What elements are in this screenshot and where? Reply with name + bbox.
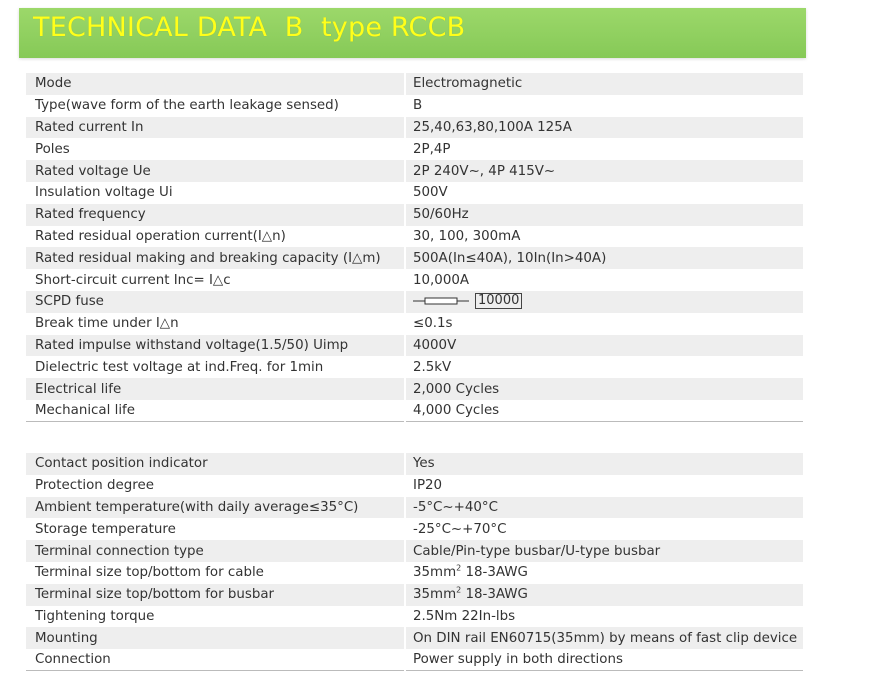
spec-label: Insulation voltage Ui xyxy=(26,182,405,204)
table-row xyxy=(26,335,803,357)
spec-value: 500V xyxy=(405,182,803,204)
spec-value: IP20 xyxy=(405,475,803,497)
spec-value: 2,000 Cycles xyxy=(405,378,803,400)
table-row xyxy=(26,562,803,584)
table-row xyxy=(26,540,803,562)
technical-data-table-electrical xyxy=(26,73,803,422)
spec-label: Rated residual operation current(I△n) xyxy=(26,226,405,248)
table-row xyxy=(26,247,803,269)
spec-label: Terminal size top/bottom for cable xyxy=(26,562,405,584)
table-row xyxy=(26,73,803,95)
table-row xyxy=(26,497,803,519)
size-value: 35mm xyxy=(413,587,457,603)
spec-value: -5°C~+40°C xyxy=(405,497,803,519)
fuse-rating: 10000 xyxy=(475,293,522,309)
table-row xyxy=(26,291,803,313)
table-row xyxy=(26,627,803,649)
spec-label: Electrical life xyxy=(26,378,405,400)
spec-label: Terminal size top/bottom for busbar xyxy=(26,584,405,606)
spec-value: 2P,4P xyxy=(405,138,803,160)
spec-label: Mounting xyxy=(26,627,405,649)
fuse-symbol-icon xyxy=(413,296,469,306)
spec-value: Power supply in both directions xyxy=(405,649,803,671)
spec-value: 2P 240V~, 4P 415V~ xyxy=(405,160,803,182)
spec-value: 4000V xyxy=(405,335,803,357)
table-row xyxy=(26,606,803,628)
spec-label: Tightening torque xyxy=(26,606,405,628)
spec-value: Electromagnetic xyxy=(405,73,803,95)
table-row xyxy=(26,400,803,422)
superscript: 2 xyxy=(456,585,462,595)
size-value: 35mm xyxy=(413,565,457,581)
spec-value: -25°C~+70°C xyxy=(405,518,803,540)
table-row xyxy=(26,226,803,248)
spec-label: Poles xyxy=(26,138,405,160)
table-row xyxy=(26,518,803,540)
spec-value xyxy=(405,291,803,313)
spec-label: Short-circuit current Inc= I△c xyxy=(26,269,405,291)
spec-label: Rated impulse withstand voltage(1.5/50) Uimp xyxy=(26,335,405,357)
spec-value: On DIN rail EN60715(35mm) by means of fast clip device xyxy=(405,627,803,649)
table-row xyxy=(26,138,803,160)
table-row xyxy=(26,204,803,226)
awg-value: 18-3AWG xyxy=(461,587,528,603)
spec-value: 10,000A xyxy=(405,269,803,291)
technical-data-table-mechanical xyxy=(26,453,803,671)
spec-label: Contact position indicator xyxy=(26,453,405,475)
table-row xyxy=(26,356,803,378)
spec-value: 30, 100, 300mA xyxy=(405,226,803,248)
table-row xyxy=(26,378,803,400)
spec-value: ≤0.1s xyxy=(405,313,803,335)
spec-label: Rated voltage Ue xyxy=(26,160,405,182)
spec-value xyxy=(405,584,803,606)
spec-value: 2.5kV xyxy=(405,356,803,378)
table-row xyxy=(26,313,803,335)
spec-value: 500A(In≤40A), 10In(In>40A) xyxy=(405,247,803,269)
table-row xyxy=(26,95,803,117)
spec-label: Terminal connection type xyxy=(26,540,405,562)
spec-label: Rated frequency xyxy=(26,204,405,226)
title-banner xyxy=(19,8,806,58)
table-row xyxy=(26,649,803,671)
spec-label: Type(wave form of the earth leakage sensed) xyxy=(26,95,405,117)
table-row xyxy=(26,160,803,182)
spec-label: Mode xyxy=(26,73,405,95)
table-row xyxy=(26,269,803,291)
table-row xyxy=(26,117,803,139)
spec-label: Connection xyxy=(26,649,405,671)
spec-value xyxy=(405,562,803,584)
page-title: TECHNICAL DATA B type RCCB xyxy=(33,12,466,43)
spec-label: Mechanical life xyxy=(26,400,405,422)
spec-label: Storage temperature xyxy=(26,518,405,540)
spec-value: 2.5Nm 22In-lbs xyxy=(405,606,803,628)
table-row xyxy=(26,453,803,475)
awg-value: 18-3AWG xyxy=(461,565,528,581)
spec-label: Ambient temperature(with daily average≤35°C) xyxy=(26,497,405,519)
scpd-fuse-value xyxy=(413,293,522,309)
spec-label: Break time under I△n xyxy=(26,313,405,335)
spec-value: 25,40,63,80,100A 125A xyxy=(405,117,803,139)
spec-label: Protection degree xyxy=(26,475,405,497)
spec-value: Cable/Pin-type busbar/U-type busbar xyxy=(405,540,803,562)
spec-label: Dielectric test voltage at ind.Freq. for 1min xyxy=(26,356,405,378)
spec-label: SCPD fuse xyxy=(26,291,405,313)
spec-value: 50/60Hz xyxy=(405,204,803,226)
table-row xyxy=(26,475,803,497)
spec-value: B xyxy=(405,95,803,117)
spec-value: Yes xyxy=(405,453,803,475)
superscript: 2 xyxy=(456,563,462,573)
spec-value: 4,000 Cycles xyxy=(405,400,803,422)
table-row xyxy=(26,584,803,606)
spec-label: Rated current In xyxy=(26,117,405,139)
spec-label: Rated residual making and breaking capacity (I△m) xyxy=(26,247,405,269)
table-row xyxy=(26,182,803,204)
